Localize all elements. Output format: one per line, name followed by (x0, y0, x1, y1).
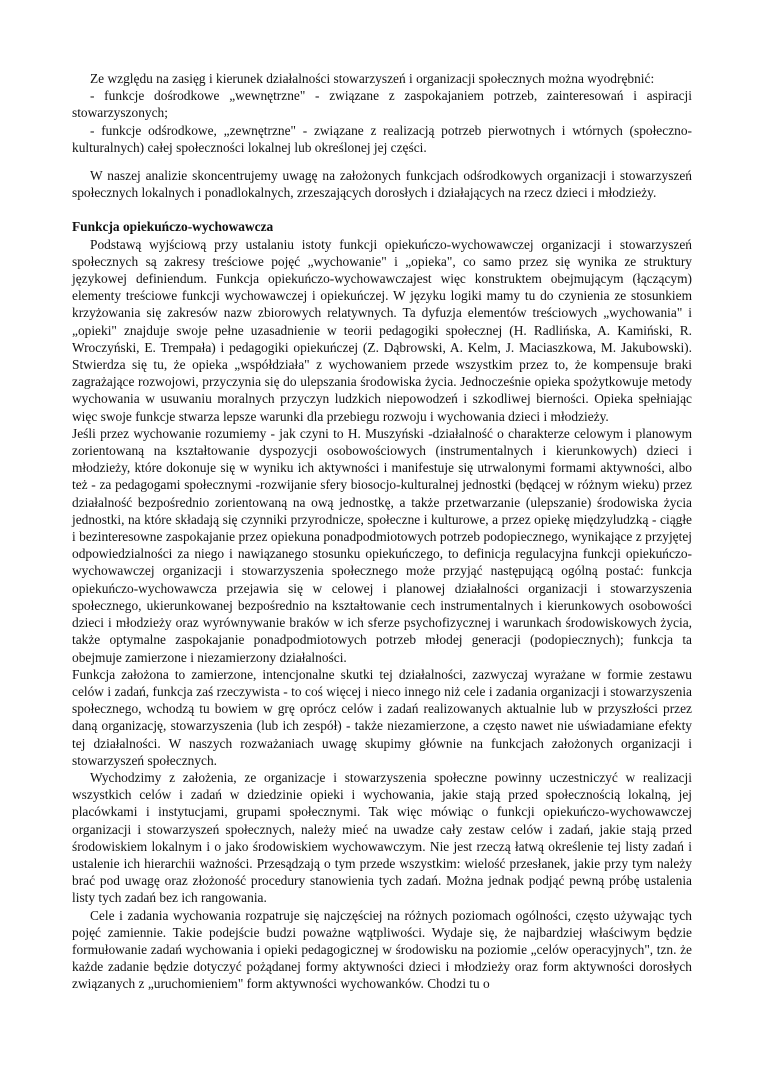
section-paragraph-2: Jeśli przez wychowanie rozumiemy - jak czyni to H. Muszyński -działalność o charakterze celowym i planowym zorientowaną na kształtowanie dyspozycji osobowościowych (instrumentalnych i kierunkowych) dzieci i młodzieży, które dokonuje się w wyniku ich aktywności i manifestuje się utrwalonymi formami aktywności, albo też - za pedagogami społecznymi -rozwijanie sfery biosocjo-kulturalnej jednostki (będącej w różnym wieku) przez działalność bezpośrednio zorientowaną na ową jednostkę, a także przetwarzanie (ulepszanie) środowiska życia jednostki, na które składają się czynniki przyrodnicze, społeczne i kulturowe, a przez opiekę międzyludzką - ciągłe i bezinteresowne zaspokajanie przez opiekuna ponadpodmiotowych potrzeb podopiecznego, wynikające z przyjętej odpowiedzialności za niego i nawiązanego stosunku opiekuńczego, to definicja regulacyjna funkcji opiekuńczo-wychowawczej organizacji i stowarzyszenia społecznego może przyjąć następującą ogólną postać: funkcja opiekuńczo-wychowawcza przejawia się w celowej i planowej działalności organizacji i stowarzyszenia społecznego, ukierunkowanej bezpośrednio na kształtowanie cech instrumentalnych i kierunkowych osobowości dzieci i młodzieży oraz wyrównywanie braków w ich sferze psychofizycznej i warunkach środowiskowych życia, także optymalne zaspokajanie ponadpodmiotowych potrzeb młodej generacji (podopiecznych); funkcja ta obejmuje zamierzone i niezamierzony działalności. (72, 425, 692, 665)
section-paragraph-1: Podstawą wyjściową przy ustalaniu istoty funkcji opiekuńczo-wychowawczej organizacji i stowarzyszeń społecznych są zakresy treściowe pojęć „wychowanie" i „opieka", co samo przez się wynika ze struktury językowej definiendum. Funkcja opiekuńczo-wychowawczajest więc konstruktem obejmującym (łączącym) elementy treściowe funkcji wychowawczej i opiekuńczej. W języku logiki mamy tu do czynienia ze stosunkiem krzyżowania się zakresów nazw zbiorowych relatywnych. Ta dyfuzja elementów treściowych „wychowania" i „opieki" znajduje swoje pełne uzasadnienie w teorii pedagogiki społecznej (H. Radlińska, A. Kamiński, R. Wroczyński, E. Trempała) i pedagogiki opiekuńczej (Z. Dąbrowski, A. Kelm, J. Maciaszkowa, M. Jakubowski). Stwierdza się tu, że opieka „współdziała" z wychowaniem przede wszystkim przez to, że kompensuje braki zagrażające rozwojowi, przyczynia się do ulepszania środowiska życia. Jednocześnie opieka spożytkowuje metody wychowania w usuwaniu moralnych przyczyn ludzkich niepowodzeń i szkodliwej bierności. Opieka spełniając więc swoje funkcje stwarza lepsze warunki dla przebiegu rozwoju i wychowania dzieci i młodzieży. (72, 236, 692, 424)
intro-list-item-2: - funkcje odśrodkowe, „zewnętrzne" - związane z realizacją potrzeb pierwotnych i wtórnych (społeczno-kulturalnych) całej społeczności lokalnej lub określonej jej części. (72, 122, 692, 155)
intro-paragraph-2: W naszej analizie skoncentrujemy uwagę na założonych funkcjach odśrodkowych organizacji i stowarzyszeń społecznych lokalnych i ponadlokalnych, zrzeszających dorosłych i działających na rzecz dzieci i młodzieży. (72, 168, 692, 201)
intro-list-item-1: - funkcje dośrodkowe „wewnętrzne" - związane z zaspokajaniem potrzeb, zainteresowań i aspiracji stowarzyszonych; (72, 88, 692, 121)
section-paragraph-3: Funkcja założona to zamierzone, intencjonalne skutki tej działalności, zazwyczaj wyrażane w formie zestawu celów i zadań, funkcja zaś rzeczywista - to coś więcej i nieco innego niż cele i zadania organizacji i stowarzyszenia społecznego, wchodzą tu bowiem w grę oprócz celów i zadań realizowanych aktualnie lub w przyszłości przez daną organizację, stowarzyszenia (lub ich zespół) - także niezamierzone, a często nawet nie uświadamiane efekty tej działalności. W naszych rozważaniach uwagę skupimy głównie na funkcjach założonych organizacji i stowarzyszeń społecznych. (72, 666, 692, 768)
section-paragraph-4: Wychodzimy z założenia, ze organizacje i stowarzyszenia społeczne powinny uczestniczyć w realizacji wszystkich celów i zadań w dziedzinie opieki i wychowania, jakie stają przed społecznością lokalną, jej placówkami i instytucjami, grupami społecznymi. Tak więc mówiąc o funkcji opiekuńczo-wychowawczej organizacji i stowarzyszeń społecznych, należy mieć na uwadze cały zestaw celów i zadań, jakie stają przed środowiskiem lokalnym i o jako środowiskiem wychowawczym. Nie jest rzeczą łatwą określenie tej listy zadań i ustalenie ich hierarchii ważności. Przesądzają o tym przede wszystkim: wielość przesłanek, jakie przy tym należy brać pod uwagę oraz złożoność procedury stanowienia tych zadań. Można jednak podjąć pewną próbę ustalenia listy tych zadań bez ich rangowania. (72, 769, 692, 906)
section-heading: Funkcja opiekuńczo-wychowawcza (72, 219, 274, 235)
section-paragraph-5: Cele i zadania wychowania rozpatruje się najczęściej na różnych poziomach ogólności, często używając tych pojęć zamiennie. Takie podejście budzi poważne wątpliwości. Wydaje się, że najbardziej właściwym będzie formułowanie zadań wychowania i opieki pedagogicznej w środowisku na poziomie „celów operacyjnych", tzn. że każde zadanie będzie dotyczyć pożądanej formy aktywności dzieci i młodzieży oraz form aktywności dorosłych związanych z „uruchomieniem" form aktywności wychowanków. Chodzi tu o (72, 907, 692, 992)
intro-paragraph-1: Ze względu na zasięg i kierunek działalności stowarzyszeń i organizacji społecznych można wyodrębnić: (90, 71, 655, 86)
